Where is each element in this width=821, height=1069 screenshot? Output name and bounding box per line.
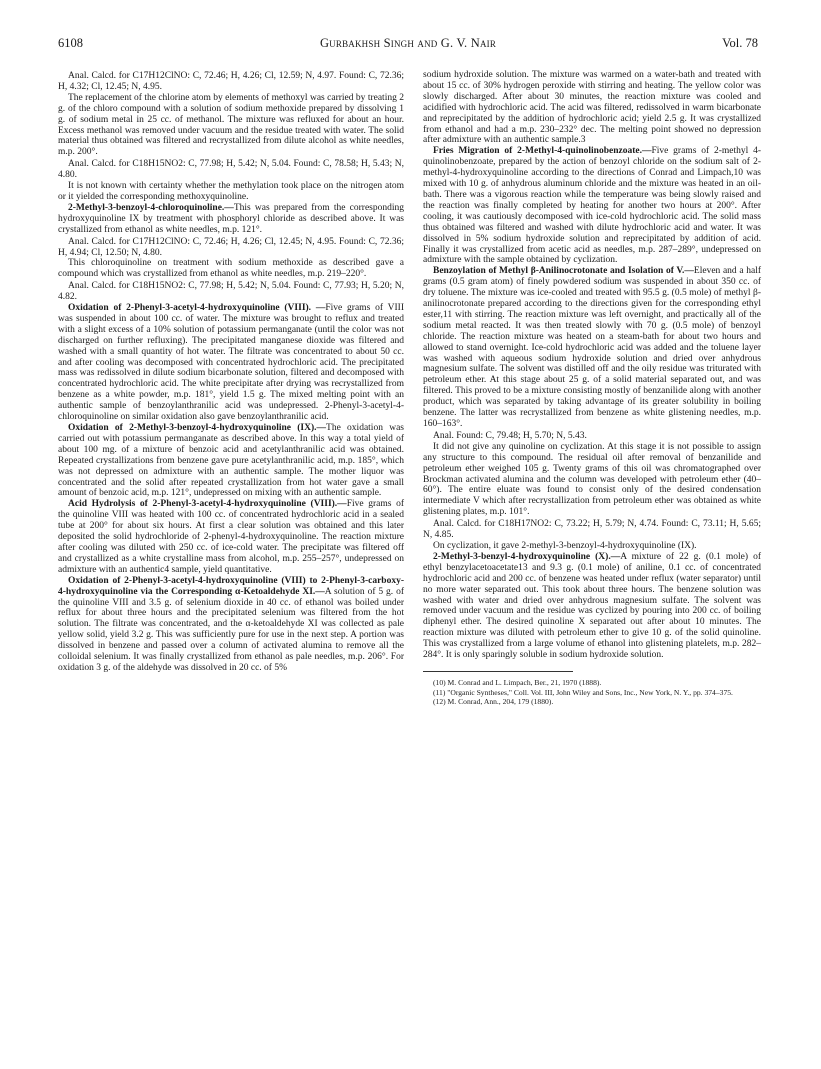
analysis-line: [423, 431, 761, 442]
right-column: [423, 70, 761, 707]
footnotes: [423, 678, 761, 707]
footnote-rule: [423, 671, 573, 678]
paragraph: [423, 541, 761, 552]
paragraph: [423, 442, 761, 518]
section-heading: 2-Methyl-3-benzoyl-4-chloroquinoline.—: [68, 202, 234, 213]
left-column: [58, 70, 404, 674]
paragraph-text: The replacement of the chlorine atom by elements of methoxyl was carried by treating 2 g. of the chloro compound with a solution of sodium methoxide prepared by dissolving 1 g. of sodium metal in 25 cc. of methanol. The mixture was refluxed for about an hour. Excess methanol was removed under vacuum and the residue treated with water. The solid material thus obtained was filtered and recrystallized from dilute alcohol as white needles, m.p. 200°.: [58, 92, 404, 158]
paragraph-text: Anal. Found: C, 79.48; H, 5.70; N, 5.43.: [433, 430, 587, 441]
section-paragraph: [58, 203, 404, 236]
paragraph-text: Anal. Calcd. for C18H15NO2: C, 77.98; H, 5.42; N, 5.04. Found: C, 77.93; H, 5.20; N, 4.82.: [58, 281, 404, 303]
paragraph: [58, 93, 404, 158]
paragraph-text: On cyclization, it gave 2-methyl-3-benzoyl-4-hydroxyquinoline (IX).: [433, 540, 697, 551]
paragraph-text: It is not known with certainty whether the methylation took place on the nitrogen atom or it yielded the corresponding methoxyquinoline.: [58, 181, 404, 202]
section-paragraph: [423, 146, 761, 266]
paragraph-text: Anal. Calcd. for C17H12ClNO: C, 72.46; H, 4.26; Cl, 12.59; N, 4.97. Found: C, 72.36; H, 4.32; Cl, 12.45; N, 4.95.: [58, 71, 404, 92]
paragraph-text: sodium hydroxide solution. The mixture was warmed on a water-bath and treated with about 15 cc. of 30% hydrogen peroxide with stirring and heating. The yellow color was slowly discharged. After about 30 minutes, the reaction mixture was cooled and acidified with hydrochloric acid. The acid was filtered, redissolved in warm bicarbonate and reprecipitated by the addition of hydrochloric acid; yield 2.5 g. It was crystallized from ethanol and had a m.p. 230–232° dec. The melting point showed no depression after admixture with an authentic sample.3: [423, 70, 761, 146]
paragraph-text: This was prepared from the corresponding hydroxyquinoline IX by treatment with phosphoryl chloride as described above. It was crystallized from ethanol as white needles, m.p. 121°.: [58, 202, 404, 235]
section-paragraph: [423, 552, 761, 661]
paragraph-text: This chloroquinoline on treatment with sodium methoxide as described gave a compound which was crystallized from ethanol as white needles, m.p. 219–220°.: [58, 258, 404, 280]
volume-label: Vol. 78: [722, 36, 758, 50]
paragraph-text: Eleven and a half grams (0.5 gram atom) of finely powdered sodium was suspended in about 350 cc. of dry toluene. The mixture was ice-cooled and treated with 95.5 g. (0.5 mole) of methyl β-anilinocrotonate prepared according to the directions given for the corresponding ethyl ester,11 with stirring. The reaction mixture was left overnight, and practically all of the sodium metal reacted. It was then treated slowly with 70 g. (0.5 mole) of benzoyl chloride. The reaction mixture was heated on a steam-bath for about two hours and allowed to stand overnight. Ice-cold hydrochloric acid was added and the toluene layer was washed with aqueous sodium hydroxide solution and dried over anhydrous magnesium sulfate. The solvent was distilled off and the oily residue was triturated with petroleum ether. At this stage about 25 g. of a solid material separated out, and was filtered. This proved to be a mixture consisting mostly of benzanilide along with another product, which was separated by taking advantage of its greater solubility in boiling benzene. The latter was recrystallized from benzene as white glistening needles, m.p. 160–163°.: [423, 266, 761, 429]
footnote: (11) "Organic Syntheses," Coll. Vol. III, John Wiley and Sons, Inc., New York, N. Y., pp. 374–375.: [433, 687, 733, 697]
paragraph-text: Five grams of the quinoline VIII was heated with 100 cc. of concentrated hydrochloric acid in a sealed tube at 200° for about six hours. At first a clear solution was obtained and this later deposited the solid hydrochloride of 2-phenyl-4-hydroxyquinoline. The reaction mixture after cooling was diluted with 250 cc. of ice-cold water. The precipitate was filtered off and crystallized as a white crystalline mass from alcohol, m.p. 255–257°, undepressed on admixture with an authentic4 sample, yield quantitative.: [58, 499, 404, 575]
paragraph-text: Five grams of 2-methyl 4-quinolinobenzoate, prepared by the action of benzoyl chloride on the sodium salt of 2-methyl-4-hydroxyquinoline according to the directions of Conrad and Limpach,10 was mixed with 10 g. of anhydrous aluminum chloride and the mixture was heated in an oil-bath. There was a vigorous reaction while the temperature was being slowly raised and the reaction was finally completed by heating for another two hours at 200°. After cooling, it was cautiously decomposed with ice-cold hydrochloric acid. The solid mass thus obtained was filtered and washed with dilute hydrochloric acid and water. It was dissolved in 5% sodium hydroxide solution and reprecipitated by addition of acid. Finally it was crystallized from acetic acid as needles, m.p. 287–289°, undepressed on admixture with the sample obtained by cyclization.: [423, 146, 761, 266]
paragraph-text: Anal. Calcd. for C18H15NO2: C, 77.98; H, 5.42; N, 5.04. Found: C, 78.58; H, 5.43; N, 4.80.: [58, 159, 404, 181]
paragraph: [58, 181, 404, 203]
section-heading: Oxidation of 2-Methyl-3-benzoyl-4-hydroxyquinoline (IX).—: [68, 423, 327, 433]
section-paragraph: [58, 423, 404, 499]
section-paragraph: [58, 303, 404, 423]
section-heading: Oxidation of 2-Phenyl-3-acetyl-4-hydroxyquinoline (VIII). —: [68, 303, 326, 314]
paragraph-text: The oxidation was carried out with potassium permanganate as described above. In this way a total yield of about 100 mg. of a mixture of benzoic acid and acetylanthranilic acid was obtained. Repeated crystallizations from benzene gave pure acetylanthranilic acid, m.p. 185°, which was not depressed on admixture with an authentic sample. The mother liquor was concentrated and the solid after repeated crystallization from hot water gave a small amount of benzoic acid, m.p. 121°, undepressed on mixing with an authentic sample.: [58, 423, 404, 499]
paragraph-continued: [423, 70, 761, 146]
analysis-line: [423, 519, 761, 541]
page-number: 6108: [58, 36, 83, 50]
paragraph-text: A mixture of 22 g. (0.1 mole) of ethyl benzylacetoacetate13 and 9.3 g. (0.1 mole) of aniline, 0.1 cc. of concentrated hydrochloric acid and 200 cc. of benzene was heated under reflux (water separator) until no more water separated out. This took about three hours. The benzene solution was washed with water and dried over anhydrous magnesium sulfate. The solvent was removed under vacuum and the residue was cyclized by pouring into 200 cc. of boiling diphenyl ether. The desired quinoline X separated out after about 10 minutes. The reaction mixture was diluted with petroleum ether to give 10 g. of the solid quinoline. This was crystallized from a large volume of ethanol into glistening platelets, m.p. 282–284°. It is only sparingly soluble in sodium hydroxide solution.: [423, 551, 761, 661]
paragraph-text: Anal. Calcd. for C17H12ClNO: C, 72.46; H, 4.26; Cl, 12.45; N, 4.95. Found: C, 72.36; H, 4.94; Cl, 12.50; N, 4.80.: [58, 236, 404, 258]
paragraph-text: A solution of 5 g. of the quinoline VIII and 3.5 g. of selenium dioxide in 40 cc. of ethanol was boiled under reflux for about three hours and the precipitated selenium was filtered from the hot solution. The filtrate was concentrated, and the α-ketoaldehyde XI was collected as pale yellow solid, yield 3.2 g. This was sufficiently pure for use in the next step. A portion was dissolved in benzene and passed over a column of activated alumina to remove all the colloidal selenium. It was finally crystallized from ethanol as pale needles, m.p. 206°. For oxidation 3 g. of the aldehyde was dissolved in 20 cc. of 5%: [58, 586, 404, 673]
section-paragraph: [423, 266, 761, 430]
section-heading: 2-Methyl-3-benzyl-4-hydroxyquinoline (X).—: [433, 551, 621, 562]
section-paragraph: [58, 499, 404, 575]
section-paragraph: [58, 576, 404, 674]
analysis-line: [58, 237, 404, 259]
paragraph-text: It did not give any quinoline on cyclization. At this stage it is not possible to assign any structure to this compound. The residual oil after removal of benzanilide and petroleum ether weighed 105 g. Twenty grams of this oil was chromatographed over Brockman activated alumina and the column was developed with petroleum ether (40–60°). The entire eluate was found to consist only of the desired condensation intermediate V which after recrystallization from petroleum ether was obtained as white glistening plates, m.p. 101°.: [423, 441, 761, 518]
section-heading: Fries Migration of 2-Methyl-4-quinolinobenzoate.—: [433, 146, 652, 157]
analysis-line: [58, 159, 404, 181]
paragraph: [58, 258, 404, 280]
analysis-line: [58, 71, 404, 93]
footnote: (12) M. Conrad, Ann., 204, 179 (1880).: [433, 697, 554, 707]
paragraph-text: Anal. Calcd. for C18H17NO2: C, 73.22; H, 5.79; N, 4.74. Found: C, 73.11; H, 5.65; N, 4.85.: [423, 519, 761, 541]
running-title: Gurbakhsh Singh and G. V. Nair: [319, 36, 497, 50]
running-header: [58, 36, 758, 56]
paragraph-text: Five grams of VIII was suspended in about 100 cc. of water. The mixture was brought to reflux and treated with a slight excess of a 10% solution of potassium permanganate (until the color was not discharged on further refluxing). The precipitated manganese dioxide was filtered and washed with a small quantity of hot water. The filtrate was concentrated to about 50 cc. and after cooling was decomposed with concentrated hydrochloric acid. The precipitated mass was redissolved in dilute sodium bicarbonate solution, filtered and decomposed with concentrated hydrochloric acid. The white precipitate after drying was recrystallized from benzene as a white powder, m.p. 181°, yield 1.5 g. The mixed melting point with an authentic sample of benzoylanthranilic acid was undepressed. 2-Phenyl-3-acetyl-4-chloroquinoline on similar oxidation also gave benzoylanthranilic acid.: [58, 303, 404, 423]
section-heading: Oxidation of 2-Phenyl-3-acetyl-4-hydroxyquinoline (VIII) to 2-Phenyl-3-carboxy-4-hydroxyquinoline via the Corresponding α-Ketoaldehyde XI.—: [58, 575, 404, 597]
section-heading: Acid Hydrolysis of 2-Phenyl-3-acetyl-4-hydroxyquinoline (VIII).—: [68, 499, 347, 510]
footnote: (10) M. Conrad and L. Limpach, Ber., 21, 1970 (1888).: [433, 677, 602, 687]
right-column-body: [423, 70, 761, 661]
analysis-line: [58, 281, 404, 303]
section-heading: Benzoylation of Methyl β-Anilinocrotonate and Isolation of V.—: [433, 266, 694, 277]
